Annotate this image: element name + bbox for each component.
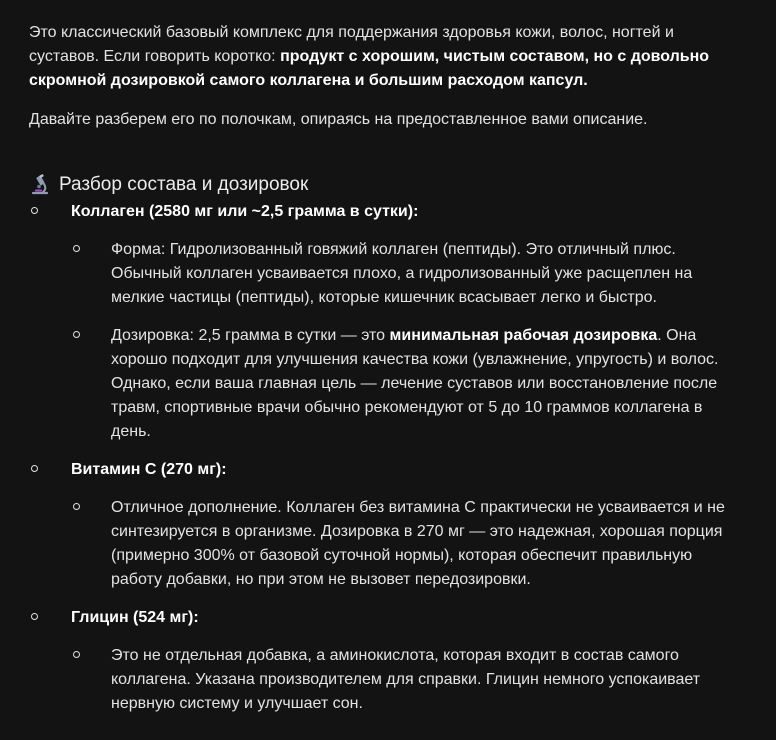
sub-item-text: Это не отдельная добавка, а аминокислота, которая входит в состав самого коллагена. Указана производителем для справки. Глицин немного успокаивает нервную систему и улучшает сон. — [111, 647, 701, 712]
section-title: Разбор состава и дозировок — [59, 174, 309, 195]
sub-list — [71, 644, 746, 716]
intro-paragraph-2: Давайте разберем его по полочкам, опираясь на предоставленное вами описание. — [29, 111, 648, 128]
sub-item-dosage — [71, 324, 746, 444]
sub-list — [71, 238, 746, 444]
list-item-collagen — [29, 200, 746, 444]
sub-item-vitamin-c — [71, 496, 746, 592]
sub-item-text-end: . Она хорошо подходит для улучшения качества кожи (увлажнение, упругость) и волос. Однако, если ваша главная цель — лечение суставов или восстановление после травм, спортивные врачи обычно рекомендуют от 5 до 10 граммов коллагена в день. — [111, 327, 719, 440]
list-item-vitamin-c — [29, 458, 746, 592]
bullet-icon — [31, 613, 38, 620]
bullet-icon — [73, 651, 80, 658]
sub-item-text: Отличное дополнение. Коллаген без витамина С практически не усваивается и не синтезируется в организме. Дозировка в 270 мг — это надежная, хорошая порция (примерно 300% от базовой суточной нормы), которая обеспечит правильную работу добавки, но при этом не вызовет передозировки. — [111, 499, 725, 588]
intro-text: Это классический базовый комплекс для поддержания здоровья кожи, волос, ногтей и суставов. Если говорить коротко: — [29, 24, 674, 65]
sub-list — [71, 496, 746, 592]
intro-summary-bold: продукт с хорошим, чистым составом, но с довольно скромной дозировкой самого коллагена и большим расходом капсул. — [29, 48, 710, 89]
microscope-icon — [29, 174, 51, 196]
section-heading — [29, 172, 746, 198]
sub-item-glycine — [71, 644, 746, 716]
ingredients-list — [29, 200, 746, 716]
sub-item-text: Форма: Гидролизованный говяжий коллаген (пептиды). Это отличный плюс. Обычный коллаген усваивается плохо, а гидролизованный уже расщеплен на мелкие частицы (пептиды), которые кишечник всасывает легко и быстро. — [111, 241, 693, 306]
item-title: Витамин С (270 мг): — [71, 461, 227, 478]
intro-paragraph — [29, 0, 746, 93]
bullet-icon — [31, 465, 38, 472]
item-title: Коллаген (2580 мг или ~2,5 грамма в сутки): — [71, 203, 419, 220]
bullet-icon — [73, 331, 80, 338]
sub-item-form — [71, 238, 746, 310]
sub-item-text: Дозировка: 2,5 грамма в сутки — это — [111, 327, 390, 344]
bullet-icon — [31, 207, 38, 214]
item-title: Глицин (524 мг): — [71, 609, 199, 626]
list-item-glycine — [29, 606, 746, 716]
bullet-icon — [73, 503, 80, 510]
sub-item-bold: минимальная рабочая дозировка — [389, 327, 658, 344]
bullet-icon — [73, 245, 80, 252]
